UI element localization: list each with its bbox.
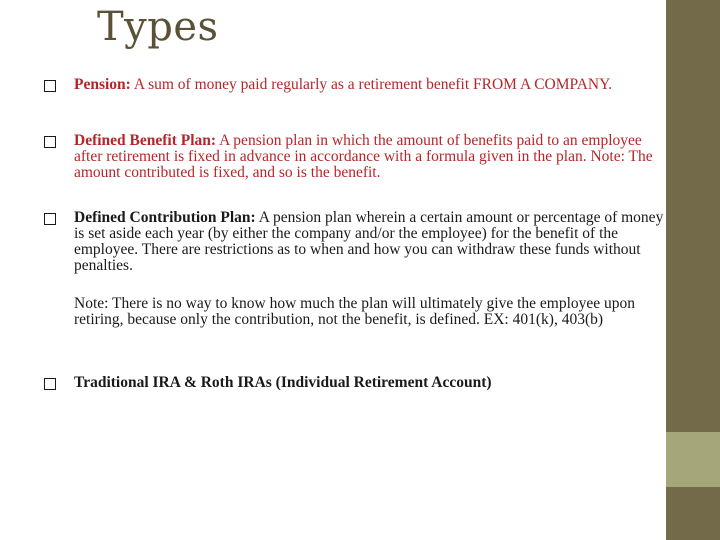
right-rail-top xyxy=(666,0,720,432)
right-rail-bottom xyxy=(666,487,720,540)
right-rail-accent xyxy=(666,432,720,487)
checkbox-bullet-icon xyxy=(44,136,56,148)
checkbox-bullet-icon xyxy=(44,213,56,225)
bullet-label: Pension: xyxy=(74,76,131,93)
bullet-text xyxy=(74,77,666,93)
bullet-description: A pension plan wherein a certain amount or percentage of money is set aside each year (by either the company and/or the employee) for the benefit of the employee. There are restrictions as to when and how you can withdraw these funds without penalties. xyxy=(74,209,664,274)
bullet-text xyxy=(74,210,666,274)
bullet-label: Traditional IRA & Roth IRAs (Individual Retirement Account) xyxy=(74,374,492,391)
bullet-text xyxy=(74,375,666,391)
checkbox-bullet-icon xyxy=(44,378,56,390)
bullet-text xyxy=(74,133,666,181)
slide-title: Types xyxy=(97,4,219,50)
bullet-label: Defined Contribution Plan: xyxy=(74,209,256,226)
bullet-label: Defined Benefit Plan: xyxy=(74,132,217,149)
note-paragraph: Note: There is no way to know how much the plan will ultimately give the employee upon retiring, because only the contribution, not the benefit, is defined. EX: 401(k), 403(b) xyxy=(74,295,636,328)
checkbox-bullet-icon xyxy=(44,80,56,92)
bullet-description: A pension plan in which the amount of benefits paid to an employee after retirement is fixed in advance in accordance with a formula given in the plan. Note: The amount contributed is fixed, and so is the benefit. xyxy=(74,132,653,181)
bullet-description: A sum of money paid regularly as a retirement benefit FROM A COMPANY. xyxy=(130,76,613,93)
